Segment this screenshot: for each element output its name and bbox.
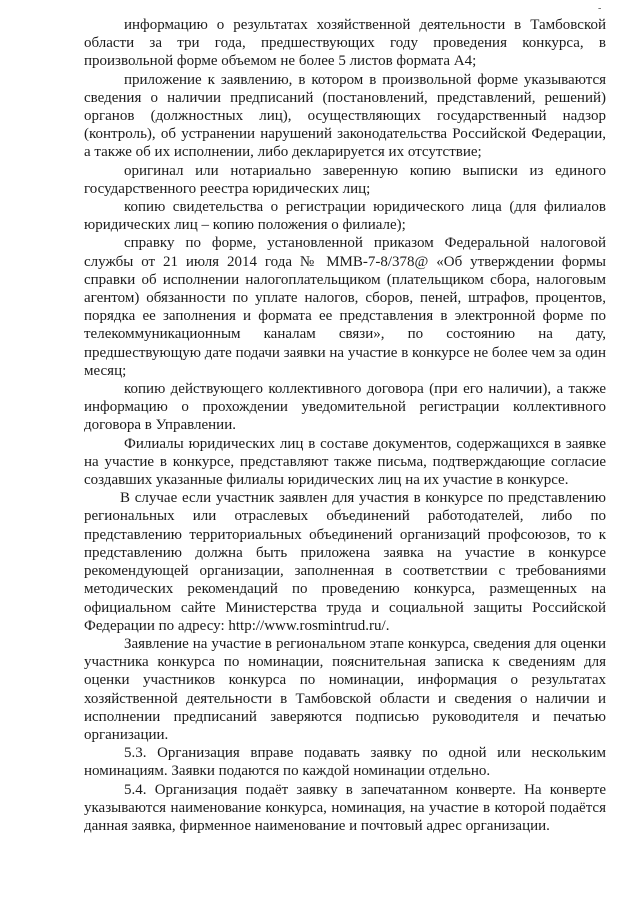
paragraph-signatures: Заявление на участие в региональном этапе конкурса, сведения для оценки участника конкурса по номинации, пояснительная записка к сведениям для оценки участников конкурса по номинации, информация о результатах хозяйственной деятельности в Тамбовской области и сведения о наличии и исполнении предписаний заверяются подписью руководителя и печатью организации. [84, 635, 606, 743]
paragraph-nomination-by-association: В случае если участник заявлен для участия в конкурсе по представлению региональных или отраслевых объединений работодателей, либо по представлению территориальных объединений организаций профсоюзов, то к представлению должна быть приложена заявка на участие в конкурсе рекомендующей организации, заполненная в соответствии с требованиями методических рекомендаций по проведению конкурса, размещенных на официальном сайте Министерства труда и социальной защиты Российской Федерации по адресу: http://www.rosmintrud.ru/. [84, 490, 606, 634]
paragraph-prescriptions-annex: приложение к заявлению, в котором в произвольной форме указываются сведения о наличии предписаний (постановлений, представлений, решений) органов (должностных лиц), осуществляющих государственный надзор (контроль), об устранении нарушений законодательства Российской Федерации, а также об их исполнении, либо декларируется их отсутствие; [84, 71, 606, 161]
paragraph-tax-certificate: справку по форме, установленной приказом Федеральной налоговой службы от 21 июля 2014 года № ММВ-7-8/378@ «Об утверждении формы справки об исполнении налогоплательщиком (плательщиком сбора, налоговым агентом) обязанности по уплате налогов, сборов, пеней, штрафов, процентов, порядка ее заполнения и формата ее представления в электронной форме по телекоммуникационным каналам связи», по состоянию на дату, предшествующую дате подачи заявки на участие в конкурсе не более чем за один месяц; [84, 235, 606, 379]
paragraph-collective-agreement: копию действующего коллективного договора (при его наличии), а также информацию о прохождении уведомительной регистрации коллективного договора в Управлении. [84, 381, 606, 434]
paragraph-financial-info: информацию о результатах хозяйственной деятельности в Тамбовской области за три года, предшествующих году проведения конкурса, в произвольной форме объемом не более 5 листов формата А4; [84, 17, 606, 70]
paragraph-registry-extract: оригинал или нотариально заверенную копию выписки из единого государственного реестра юридических лиц; [84, 162, 606, 197]
paragraph-registration-certificate: копию свидетельства о регистрации юридического лица (для филиалов юридических лиц – копию положения о филиале); [84, 199, 606, 234]
paragraph-5-4: 5.4. Организация подаёт заявку в запечатанном конверте. На конверте указываются наименование конкурса, номинация, на участие в которой подаётся данная заявка, фирменное наименование и почтовый адрес организации. [84, 781, 606, 834]
document-body [84, 16, 606, 835]
page-mark: - [598, 3, 602, 14]
paragraph-branches: Филиалы юридических лиц в составе документов, содержащихся в заявке на участие в конкурсе, представляют также письма, подтверждающие согласие создавших указанные филиалы юридических лиц на их участие в конкурсе. [84, 435, 606, 489]
paragraph-5-3: 5.3. Организация вправе подавать заявку по одной или нескольким номинациям. Заявки подаются по каждой номинации отдельно. [84, 745, 606, 780]
